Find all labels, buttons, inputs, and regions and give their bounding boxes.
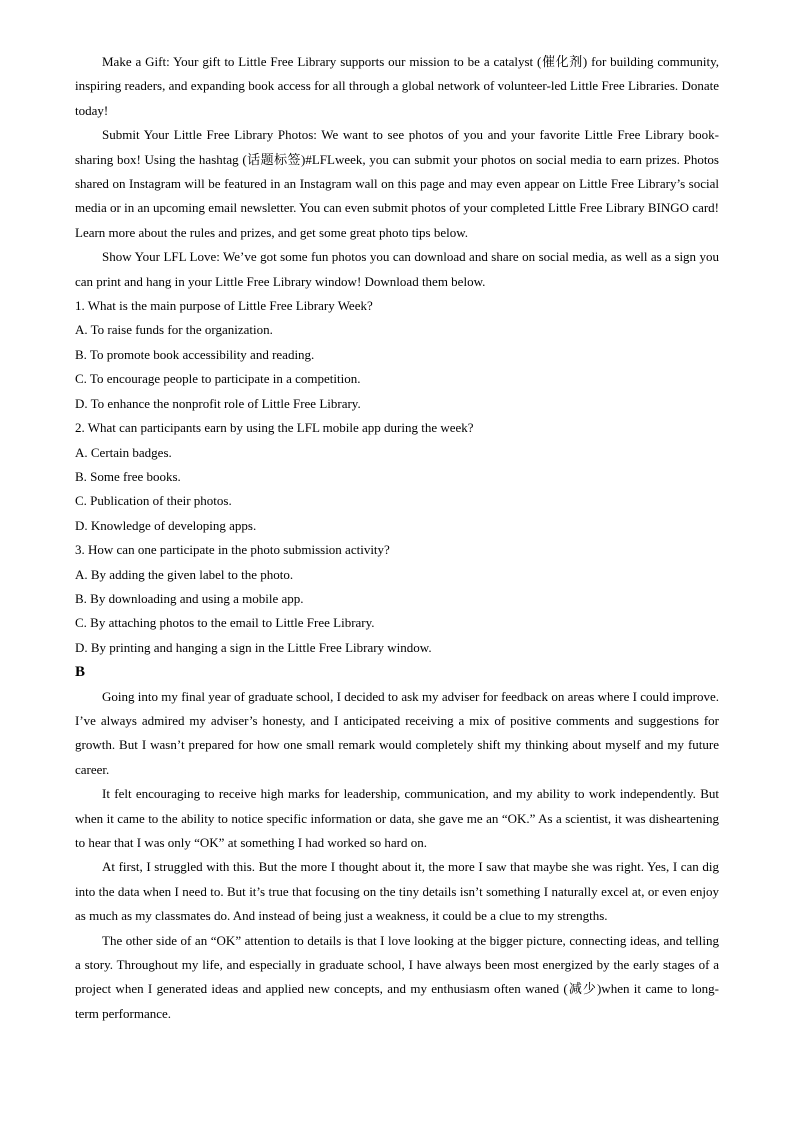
- question-1-stem: 1. What is the main purpose of Little Free Library Week?: [75, 298, 373, 314]
- passage-b-paragraph-1: Going into my final year of graduate school, I decided to ask my adviser for feedback on areas where I could improve. I’ve always admired my adviser’s honesty, and I anticipated receiving a mix of positive comments and suggestions for growth. But I wasn’t prepared for how one small remark would completely shift my thinking about myself and my future career.: [75, 688, 719, 777]
- question-2-option-b: B. Some free books.: [75, 468, 181, 484]
- paragraph-make-a-gift: Make a Gift: Your gift to Little Free Library supports our mission to be a catalyst (催化剂) for building community, inspiring readers, and expanding book access for all through a global network of volunteer-led Little Free Libraries. Donate today!: [75, 54, 719, 118]
- question-3-option-a: A. By adding the given label to the photo.: [75, 566, 294, 582]
- document-page: [75, 50, 719, 1026]
- question-3-option-d: D. By printing and hanging a sign in the Little Free Library window.: [75, 639, 432, 655]
- question-3-stem: 3. How can one participate in the photo submission activity?: [75, 542, 390, 558]
- passage-b-paragraph-3: At first, I struggled with this. But the more I thought about it, the more I saw that maybe she was right. Yes, I can dig into the data when I need to. But it’s true that focusing on the tiny details isn’t something I naturally excel at, or even enjoy as much as my classmates do. And instead of being just a weakness, it could be a clue to my strengths.: [75, 859, 719, 924]
- question-1-option-b: B. To promote book accessibility and reading.: [75, 346, 315, 362]
- question-2-option-a: A. Certain badges.: [75, 444, 172, 460]
- passage-b-paragraph-4: The other side of an “OK” attention to details is that I love looking at the bigger picture, connecting ideas, and telling a story. Throughout my life, and especially in graduate school, I have always been most energized by the early stages of a project when I generated ideas and applied new concepts, and my enthusiasm often waned (减少)when it came to long-term performance.: [75, 932, 719, 1021]
- question-1-option-a: A. To raise funds for the organization.: [75, 322, 273, 338]
- paragraph-submit-photos: Submit Your Little Free Library Photos: We want to see photos of you and your favorite Little Free Library book-sharing box! Using the hashtag (话题标签)#LFLweek, you can submit your photos on social media to earn prizes. Photos shared on Instagram will be featured in an Instagram wall on this page and may even appear on Little Free Library’s social media or in an upcoming email newsletter. You can even submit photos of your completed Little Free Library BINGO card! Learn more about the rules and prizes, and get some great photo tips below.: [75, 127, 719, 240]
- passage-b-paragraph-2: It felt encouraging to receive high marks for leadership, communication, and my ability to work independently. But when it came to the ability to notice specific information or data, she gave me an “OK.” As a scientist, it was disheartening to hear that I was only “OK” at something I had worked so hard on.: [75, 786, 719, 850]
- section-title-b: B: [75, 664, 86, 681]
- question-3-option-b: B. By downloading and using a mobile app.: [75, 590, 304, 606]
- question-2-stem: 2. What can participants earn by using the LFL mobile app during the week?: [75, 420, 474, 436]
- question-2-option-c: C. Publication of their photos.: [75, 493, 232, 509]
- question-1-option-d: D. To enhance the nonprofit role of Little Free Library.: [75, 395, 361, 411]
- paragraph-show-love: Show Your LFL Love: We’ve got some fun photos you can download and share on social media, as well as a sign you can print and hang in your Little Free Library window! Download them below.: [75, 249, 719, 289]
- question-1-option-c: C. To encourage people to participate in a competition.: [75, 371, 361, 387]
- question-3-option-c: C. By attaching photos to the email to Little Free Library.: [75, 615, 375, 631]
- question-2-option-d: D. Knowledge of developing apps.: [75, 517, 257, 533]
